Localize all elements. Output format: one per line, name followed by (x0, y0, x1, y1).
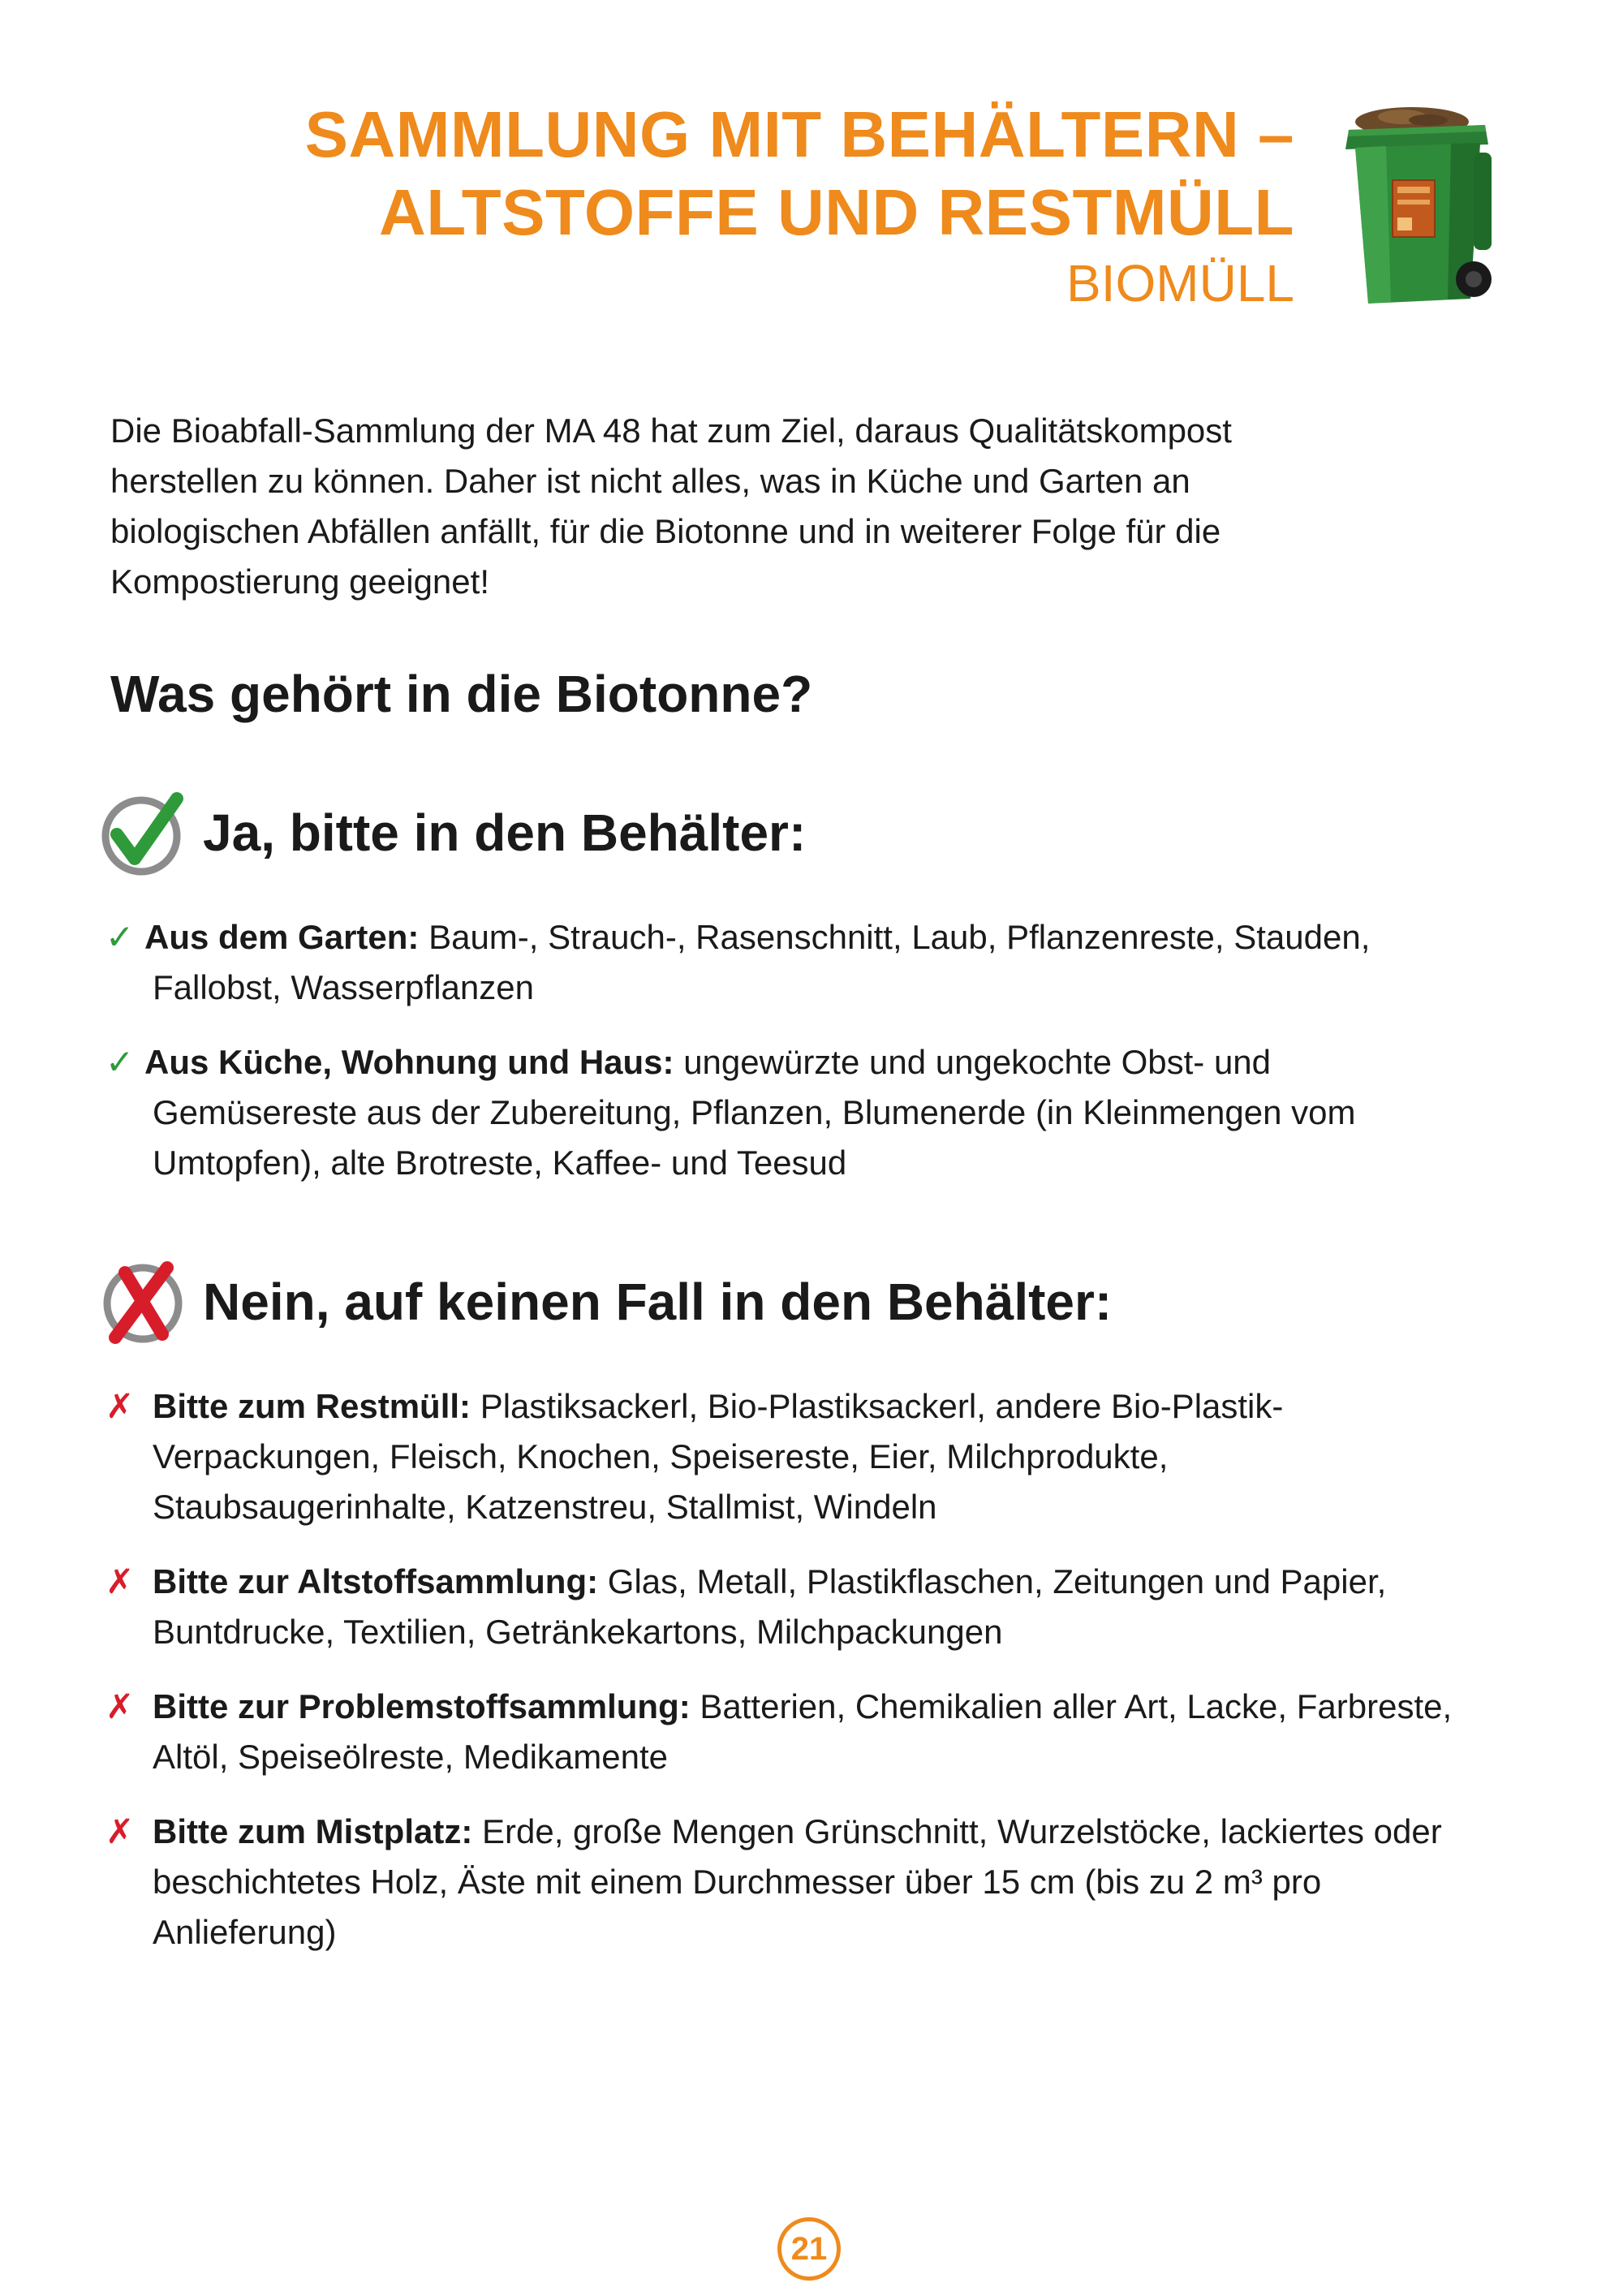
page-number: 21 (777, 2217, 841, 2281)
green-check-circle-icon (97, 787, 188, 878)
page-subtitle: BIOMÜLL (1066, 254, 1294, 312)
list-item-lead: Bitte zur Altstoffsammlung: (153, 1562, 599, 1600)
check-icon: ✓ (105, 1043, 135, 1081)
yes-section-heading (97, 787, 806, 878)
list-item-text: Glas, Metall, Plastikflaschen, Zeitungen und Papier, Buntdrucke, Textilien, Getränkekartons, Milchpackungen (153, 1562, 1387, 1651)
red-cross-circle-icon (97, 1256, 188, 1347)
list-item-lead: Aus dem Garten: (144, 918, 420, 956)
list-item-text: ungewürzte und ungekochte Obst- und Gemüsereste aus der Zubereitung, Pflanzen, Blumenerde (in Kleinmengen vom Umtopfen), alte Brotreste, Kaffee- und Teesud (153, 1043, 1356, 1182)
list-item-lead: Bitte zum Mistplatz: (153, 1812, 473, 1850)
no-list (105, 1381, 1469, 1982)
yes-heading-text: Ja, bitte in den Behälter: (203, 803, 807, 862)
list-item-lead: Aus Küche, Wohnung und Haus: (144, 1043, 674, 1081)
page-title-line-2: ALTSTOFFE UND RESTMÜLL (379, 176, 1294, 248)
list-item (105, 1381, 1469, 1532)
check-icon: ✓ (105, 918, 135, 956)
list-item-text: Plastiksackerl, Bio-Plastiksackerl, andere Bio-Plastik-Verpackungen, Fleisch, Knochen, Speisereste, Eier, Milchprodukte, Staubsaugerinhalte, Katzenstreu, Stallmist, Windeln (153, 1387, 1284, 1526)
list-item (105, 1037, 1469, 1188)
list-item-lead: Bitte zur Problemstoffsammlung: (153, 1687, 691, 1725)
cross-icon: ✗ (105, 1387, 135, 1425)
list-item (105, 1557, 1469, 1657)
list-item-text: Baum-, Strauch-, Rasenschnitt, Laub, Pflanzenreste, Stauden, Fallobst, Wasserpflanzen (153, 918, 1371, 1006)
list-item (105, 1682, 1469, 1782)
section-question-heading: Was gehört in die Biotonne? (110, 665, 813, 723)
intro-paragraph: Die Bioabfall-Sammlung der MA 48 hat zum Ziel, daraus Qualitätskompost herstellen zu können. Daher ist nicht alles, was in Küche und Garten an biologischen Abfällen anfällt, für die Biotonne und in weiterer Folge für die Kompostierung geeignet! (110, 411, 1232, 601)
page-header (305, 96, 1294, 315)
no-section-heading (97, 1256, 1112, 1347)
green-waste-bin-icon (1337, 96, 1500, 315)
cross-icon: ✗ (105, 1687, 135, 1725)
list-item-lead: Bitte zum Restmüll: (153, 1387, 471, 1425)
list-item (105, 912, 1469, 1013)
no-heading-text: Nein, auf keinen Fall in den Behälter: (203, 1273, 1113, 1331)
list-item (105, 1807, 1469, 1958)
list-item-text: Erde, große Mengen Grünschnitt, Wurzelstöcke, lackiertes oder beschichtetes Holz, Äste mit einem Durchmesser über 15 cm (bis zu 2 m³ pro Anlieferung) (153, 1812, 1442, 1951)
page-title-line-1: SAMMLUNG MIT BEHÄLTERN – (304, 98, 1294, 170)
list-item-text: Batterien, Chemikalien aller Art, Lacke, Farbreste, Altöl, Speiseölreste, Medikamente (153, 1687, 1453, 1776)
yes-list (105, 912, 1469, 1213)
cross-icon: ✗ (105, 1562, 135, 1600)
cross-icon: ✗ (105, 1812, 135, 1850)
